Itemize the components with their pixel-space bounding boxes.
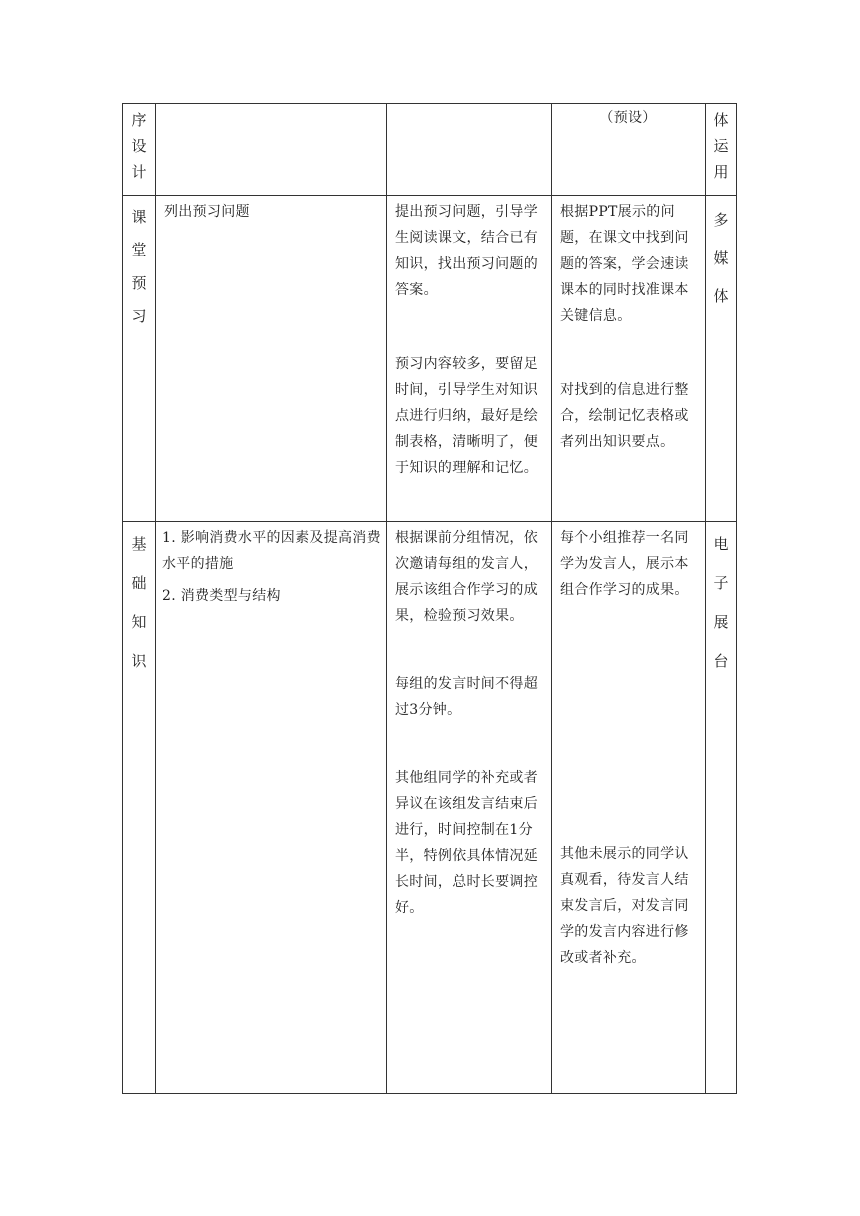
col-divider bbox=[551, 103, 552, 1094]
header-col1: 序 设 计 bbox=[131, 111, 147, 181]
header-col5: 体 运 用 bbox=[713, 111, 729, 181]
table-border-bottom bbox=[122, 1093, 737, 1094]
row1-section: 课 堂 预 习 bbox=[131, 208, 147, 325]
col-divider bbox=[155, 103, 156, 1094]
row1-content: 列出预习问题 bbox=[164, 204, 250, 220]
row1-media: 多 媒 体 bbox=[713, 211, 729, 305]
row1-student: 根据PPT展示的问题，在课文中找到问题的答案，学会速读课本的同时找准课本关键信息。 对找到的信息进行整合，绘制记忆表格或者列出知识要点。 bbox=[560, 204, 689, 450]
row-divider bbox=[122, 195, 737, 196]
lesson-table bbox=[122, 103, 737, 1094]
row2-section: 基 础 知 识 bbox=[131, 535, 147, 670]
table-border-top bbox=[122, 103, 737, 104]
row2-student: 每个小组推荐一名同学为发言人，展示本组合作学习的成果。 其他未展示的同学认真观看，待发言人结束发言后，对发言同学的发言内容进行修改或者补充。 bbox=[560, 530, 689, 966]
row1-teacher: 提出预习问题，引导学生阅读课文，结合已有知识，找出预习问题的答案。 预习内容较多，要留足时间，引导学生对知识点进行归纳，最好是绘制表格，清晰明了，便于知识的理解和记忆。 bbox=[395, 204, 538, 476]
table-border-right bbox=[736, 103, 737, 1094]
col-divider bbox=[386, 103, 387, 1094]
header-col4: （预设） bbox=[599, 110, 657, 126]
table-border-left bbox=[122, 103, 123, 1094]
row2-teacher: 根据课前分组情况，依次邀请每组的发言人，展示该组合作学习的成果，检验预习效果。 每组的发言时间不得超过3分钟。 其他组同学的补充或者异议在该组发言结束后进行，时间控制在1分半，特例依具体情况延长时间，总时长要调控好。 bbox=[395, 530, 538, 916]
row2-content: 1. 影响消费水平的因素及提高消费水平的措施 2. 消费类型与结构 bbox=[162, 530, 381, 604]
row2-media: 电 子 展 台 bbox=[713, 535, 729, 670]
row-divider bbox=[122, 521, 737, 522]
